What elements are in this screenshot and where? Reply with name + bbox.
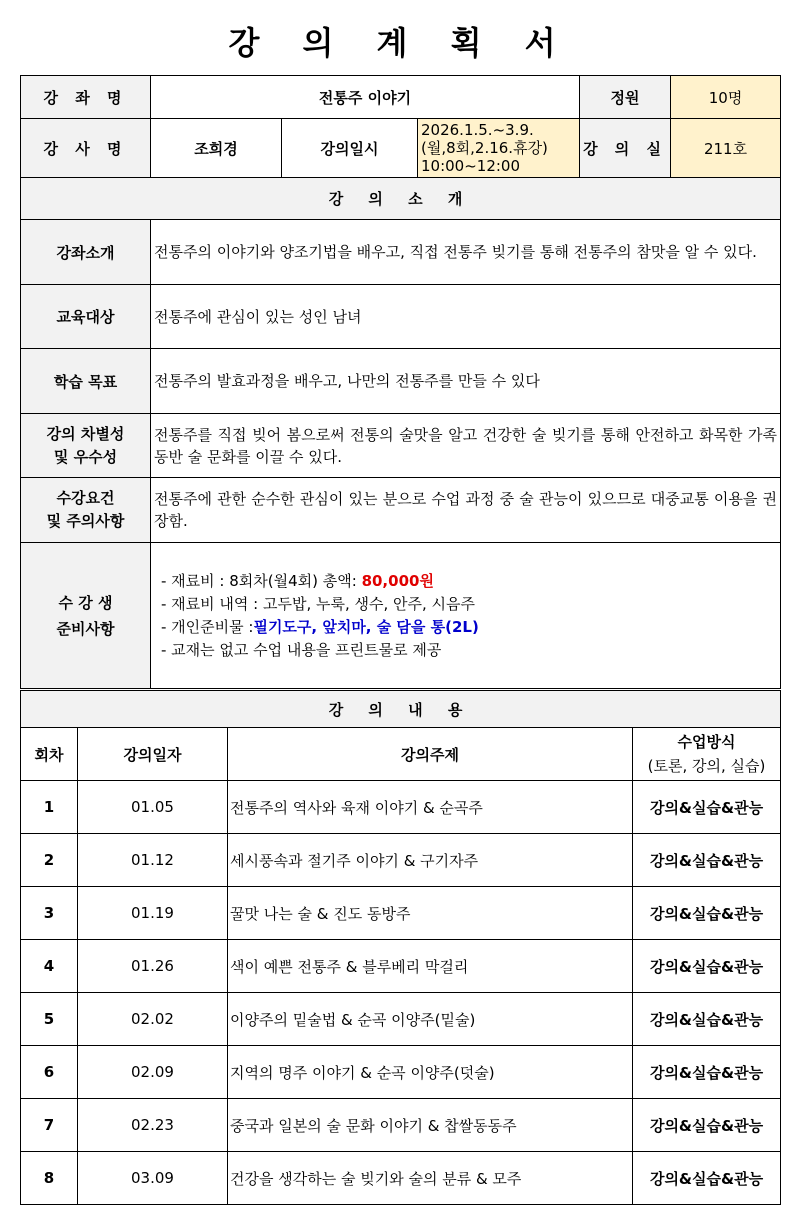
table-row [21, 887, 781, 940]
session-method: 강의&실습&관능 [633, 1099, 781, 1152]
session-method: 강의&실습&관능 [633, 993, 781, 1046]
schedule-note: (월,8회,2.16.휴강) [421, 139, 548, 157]
table-row [21, 1099, 781, 1152]
differentiation-label-line2: 및 우수성 [53, 447, 118, 466]
session-no: 8 [21, 1152, 78, 1205]
session-no: 7 [21, 1099, 78, 1152]
target-audience-label: 교육대상 [21, 285, 151, 349]
session-topic: 중국과 일본의 술 문화 이야기 & 찹쌀동동주 [228, 1099, 633, 1152]
session-date-header: 강의일자 [78, 728, 228, 781]
differentiation-label [21, 414, 151, 478]
course-info-table [20, 75, 781, 178]
session-topic: 지역의 명주 이야기 & 순곡 이양주(덧술) [228, 1046, 633, 1099]
session-no: 3 [21, 887, 78, 940]
personal-items-list: 필기도구, 앞치마, 술 담을 통(2L) [253, 617, 479, 636]
course-name: 전통주 이야기 [151, 76, 580, 119]
preparation-label-line2: 준비사항 [56, 619, 115, 638]
course-summary-label: 강좌소개 [21, 220, 151, 285]
session-no: 1 [21, 781, 78, 834]
session-topic: 건강을 생각하는 술 빚기와 술의 분류 & 모주 [228, 1152, 633, 1205]
session-topic: 꿀맛 나는 술 & 진도 동방주 [228, 887, 633, 940]
room-label: 강 의 실 [580, 119, 671, 178]
preparation-label [21, 543, 151, 689]
learning-goal-text: 전통주의 발효과정을 배우고, 나만의 전통주를 만들 수 있다 [151, 349, 781, 414]
material-fee-text: - 재료비 : 8회차(월4회) 총액: [161, 571, 362, 590]
session-topic: 색이 예쁜 전통주 & 블루베리 막걸리 [228, 940, 633, 993]
session-no-header: 회차 [21, 728, 78, 781]
capacity-value: 10명 [671, 76, 781, 119]
differentiation-label-line1: 강의 차별성 [46, 424, 125, 443]
requirements-text: 전통주에 관한 순수한 관심이 있는 분으로 수업 과정 중 술 관능이 있으므로 대중교통 이용을 권장함. [151, 478, 781, 543]
session-method: 강의&실습&관능 [633, 887, 781, 940]
session-rows [21, 781, 781, 1205]
session-method-header [633, 728, 781, 781]
table-row [21, 940, 781, 993]
session-topic: 세시풍속과 절기주 이야기 & 구기자주 [228, 834, 633, 887]
session-method-header-line2: (토론, 강의, 실습) [647, 757, 766, 775]
session-topic-header: 강의주제 [228, 728, 633, 781]
session-no: 4 [21, 940, 78, 993]
schedule-dates: 2026.1.5.~3.9. [421, 121, 534, 139]
capacity-label: 정원 [580, 76, 671, 119]
course-summary-text: 전통주의 이야기와 양조기법을 배우고, 직접 전통주 빚기를 통해 전통주의 참맛을 알 수 있다. [151, 220, 781, 285]
textbook-note-item: - 교재는 없고 수업 내용을 프린트물로 제공 [161, 640, 442, 659]
instructor-label: 강 사 명 [21, 119, 151, 178]
session-method: 강의&실습&관능 [633, 1046, 781, 1099]
session-method: 강의&실습&관능 [633, 1152, 781, 1205]
preparation-list [151, 570, 780, 662]
intro-section-title: 강 의 소 개 [21, 178, 781, 220]
requirements-label [21, 478, 151, 543]
session-date: 03.09 [78, 1152, 228, 1205]
session-date: 01.19 [78, 887, 228, 940]
session-date: 02.23 [78, 1099, 228, 1152]
content-section-title: 강 의 내 용 [21, 691, 781, 728]
session-no: 2 [21, 834, 78, 887]
material-fee-item [161, 570, 780, 593]
requirements-label-line2: 및 주의사항 [46, 512, 125, 530]
session-date: 02.09 [78, 1046, 228, 1099]
schedule-label: 강의일시 [282, 119, 418, 178]
schedule-value [418, 119, 580, 178]
preparation-details [151, 543, 781, 689]
target-audience-text: 전통주에 관심이 있는 성인 남녀 [151, 285, 781, 349]
session-date: 02.02 [78, 993, 228, 1046]
schedule-time: 10:00~12:00 [421, 157, 521, 175]
session-no: 6 [21, 1046, 78, 1099]
session-method: 강의&실습&관능 [633, 940, 781, 993]
course-intro-table [20, 177, 781, 689]
session-date: 01.05 [78, 781, 228, 834]
course-name-label: 강 좌 명 [21, 76, 151, 119]
session-method: 강의&실습&관능 [633, 781, 781, 834]
differentiation-text: 전통주를 직접 빚어 봄으로써 전통의 술맛을 알고 건강한 술 빚기를 통해 안전하고 화목한 가족 동반 술 문화를 이끌 수 있다. [151, 414, 781, 478]
material-breakdown-item: - 재료비 내역 : 고두밥, 누룩, 생수, 안주, 시음주 [161, 594, 476, 613]
session-date: 01.26 [78, 940, 228, 993]
personal-items-text: - 개인준비물 : [161, 617, 254, 636]
session-no: 5 [21, 993, 78, 1046]
table-row [21, 993, 781, 1046]
session-topic: 이양주의 밑술법 & 순곡 이양주(밑술) [228, 993, 633, 1046]
material-fee-amount: 80,000원 [361, 571, 434, 590]
learning-goal-label: 학습 목표 [21, 349, 151, 414]
table-row [21, 1046, 781, 1099]
room-value: 211호 [671, 119, 781, 178]
personal-items-item [161, 616, 780, 639]
course-content-table [20, 690, 781, 1205]
preparation-label-line1: 수 강 생 [58, 593, 113, 612]
table-row [21, 834, 781, 887]
page-title: 강 의 계 획 서 [228, 24, 572, 62]
table-row [21, 781, 781, 834]
session-method-header-line1: 수업방식 [677, 733, 736, 751]
session-date: 01.12 [78, 834, 228, 887]
requirements-label-line1: 수강요건 [56, 489, 115, 507]
session-topic: 전통주의 역사와 육재 이야기 & 순곡주 [228, 781, 633, 834]
session-method: 강의&실습&관능 [633, 834, 781, 887]
instructor-name: 조희경 [151, 119, 282, 178]
table-row [21, 1152, 781, 1205]
